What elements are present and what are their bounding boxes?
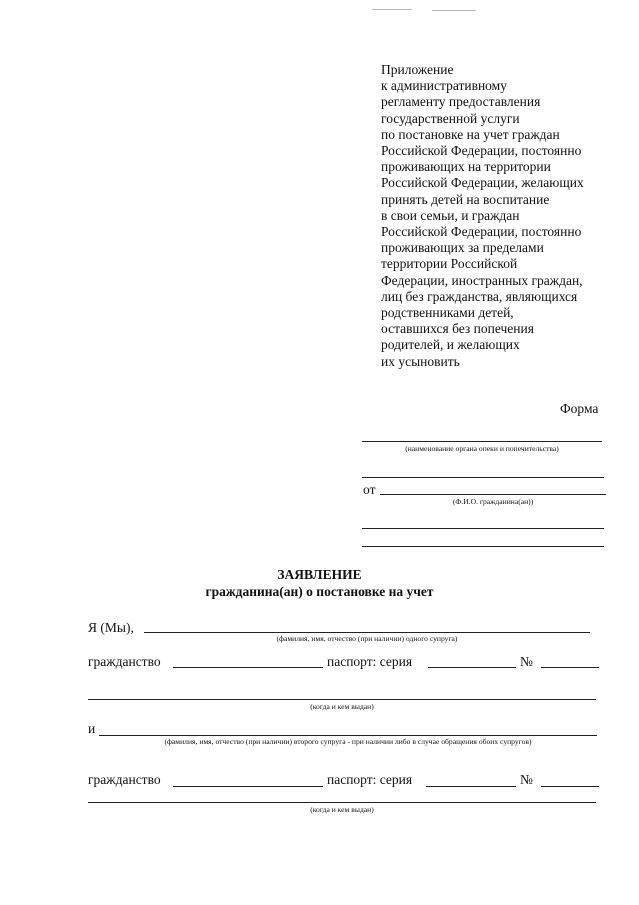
form-label: Форма xyxy=(560,401,599,416)
annex-line: в свои семьи, и граждан xyxy=(381,207,520,223)
document-title: ЗАЯВЛЕНИЕ xyxy=(277,567,362,582)
authority-name-line[interactable] xyxy=(362,441,602,442)
annex-line: Российской Федерации, постоянно xyxy=(381,224,582,240)
annex-line: государственной услуги xyxy=(381,110,520,126)
annex-line: Российской Федерации, желающих xyxy=(381,175,584,191)
applicant-caption: (Ф.И.О. гражданина(ан)) xyxy=(452,497,534,506)
second-spouse-lead-label: и xyxy=(88,721,96,736)
annex-line: Федерации, иностранных граждан, xyxy=(381,272,583,288)
spouse2-citizenship-label: гражданство xyxy=(88,772,161,787)
authority-name-line-2[interactable] xyxy=(362,477,604,478)
spouse2-passport-label: паспорт: серия xyxy=(327,772,413,787)
annex-line: оставшихся без попечения xyxy=(381,321,534,337)
authority-caption: (наименование органа опеки и попечительства) xyxy=(405,444,559,453)
spouse1-issued-caption: (когда и кем выдан) xyxy=(310,702,374,711)
spouse1-issued-line[interactable] xyxy=(88,699,596,700)
spouse1-citizenship-label: гражданство xyxy=(88,654,161,669)
spouse1-passport-label: паспорт: серия xyxy=(327,654,413,669)
spouse1-name-caption: (фамилия, имя, отчество (при наличии) одного супруга) xyxy=(276,634,458,643)
annex-line: регламенту предоставления xyxy=(381,94,541,110)
annex-line: родителей, и желающих xyxy=(381,337,520,353)
annex-line: проживающих на территории xyxy=(381,159,551,175)
applicant-address-line-1[interactable] xyxy=(362,528,604,529)
from-label: от xyxy=(363,482,376,497)
annex-line: Российской Федерации, постоянно xyxy=(381,143,582,159)
spouse2-issued-caption: (когда и кем выдан) xyxy=(310,805,374,814)
spouse1-number-label: № xyxy=(520,654,533,669)
spouse2-passport-number-line[interactable] xyxy=(541,786,599,787)
scan-mark xyxy=(372,9,412,10)
spouse1-passport-number-line[interactable] xyxy=(541,667,599,668)
spouse2-name-caption: (фамилия, имя, отчество (при наличии) второго супруга - при наличии либо в случае обращения обоих супругов) xyxy=(164,737,532,746)
applicant-lead-label: Я (Мы), xyxy=(88,620,134,635)
spouse2-citizenship-line[interactable] xyxy=(173,786,323,787)
annex-line: по постановке на учет граждан xyxy=(381,126,560,142)
annex-line: проживающих за пределами xyxy=(381,240,544,256)
applicant-address-line-2[interactable] xyxy=(362,546,604,547)
annex-line: к административному xyxy=(381,78,507,94)
annex-line: Приложение xyxy=(381,62,454,77)
annex-line: принять детей на воспитание xyxy=(381,191,550,207)
annex-line: родственниками детей, xyxy=(381,305,514,321)
annex-line: территории Российской xyxy=(381,256,518,272)
applicant-name-line[interactable] xyxy=(380,494,606,495)
annex-line: лиц без гражданства, являющихся xyxy=(381,288,578,304)
spouse2-passport-series-line[interactable] xyxy=(426,786,516,787)
scan-mark xyxy=(432,10,476,11)
annex-header xyxy=(381,62,631,370)
spouse1-citizenship-line[interactable] xyxy=(173,667,323,668)
spouse2-number-label: № xyxy=(520,772,533,787)
spouse2-name-line[interactable] xyxy=(99,735,597,736)
spouse1-passport-series-line[interactable] xyxy=(428,667,516,668)
spouse2-issued-line[interactable] xyxy=(88,802,596,803)
document-subtitle: гражданина(ан) о постановке на учет xyxy=(205,584,434,599)
annex-line: их усыновить xyxy=(381,353,460,369)
spouse1-name-line[interactable] xyxy=(144,632,590,633)
